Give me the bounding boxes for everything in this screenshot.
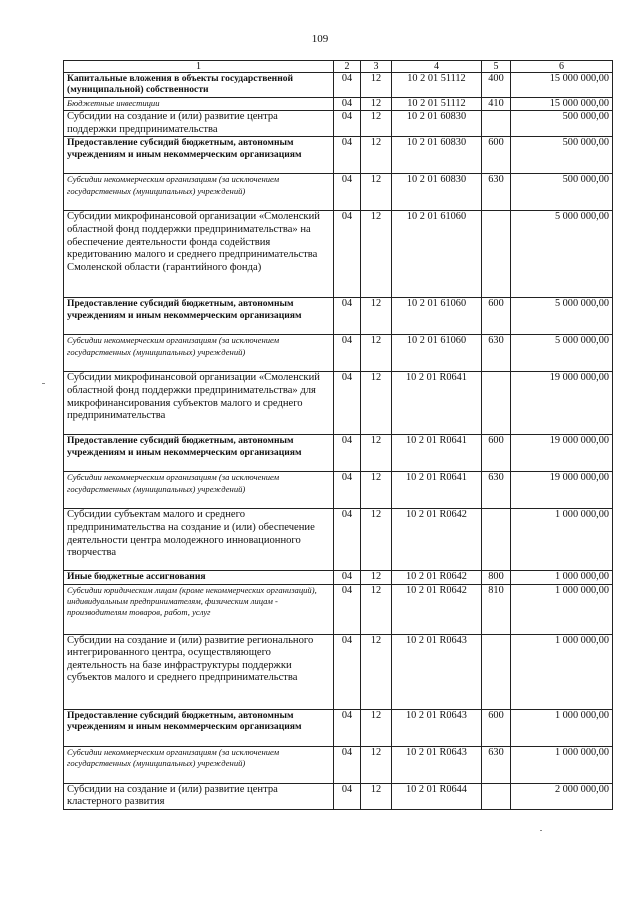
expense-type-cell: 630 [482,335,511,372]
target-article-cell: 10 2 01 61060 [392,298,482,335]
table-row [64,111,613,137]
table-row [64,372,613,435]
row-name-cell: Предоставление субсидий бюджетным, автономным учреждениям и иным некоммерческим организациям [64,435,334,472]
expense-type-cell: 630 [482,174,511,211]
target-article-cell: 10 2 01 R0643 [392,746,482,783]
section-code-cell: 04 [334,472,361,509]
target-article-cell: 10 2 01 R0643 [392,709,482,746]
amount-cell: 1 000 000,00 [511,509,613,571]
budget-table [63,60,613,810]
subsection-code-cell: 12 [361,571,392,584]
section-code-cell: 04 [334,335,361,372]
target-article-cell: 10 2 01 61060 [392,211,482,298]
expense-type-cell [482,509,511,571]
target-article-cell: 10 2 01 51112 [392,73,482,98]
row-name-cell: Иные бюджетные ассигнования [64,571,334,584]
subsection-code-cell: 12 [361,174,392,211]
expense-type-cell [482,211,511,298]
section-code-cell: 04 [334,298,361,335]
table-row [64,509,613,571]
expense-type-cell: 600 [482,435,511,472]
target-article-cell: 10 2 01 51112 [392,98,482,111]
subsection-code-cell: 12 [361,298,392,335]
section-code-cell: 04 [334,584,361,634]
section-code-cell: 04 [334,111,361,137]
expense-type-cell: 600 [482,709,511,746]
row-name-cell: Предоставление субсидий бюджетным, автономным учреждениям и иным некоммерческим организациям [64,137,334,174]
row-name-cell: Субсидии юридическим лицам (кроме некоммерческих организаций), индивидуальным предпринимателям, физическим лицам - производителям товаров, работ, услуг [64,584,334,634]
header-col-4: 4 [392,61,482,73]
amount-cell: 1 000 000,00 [511,634,613,709]
subsection-code-cell: 12 [361,372,392,435]
amount-cell: 19 000 000,00 [511,435,613,472]
expense-type-cell [482,111,511,137]
row-name-cell: Субсидии на создание и (или) развитие регионального интегрированного центра, осуществляющего деятельность на базе инфраструктуры поддержки субъектов малого и среднего предпринимательства [64,634,334,709]
header-col-3: 3 [361,61,392,73]
section-code-cell: 04 [334,372,361,435]
subsection-code-cell: 12 [361,746,392,783]
table-row [64,746,613,783]
target-article-cell: 10 2 01 61060 [392,335,482,372]
amount-cell: 500 000,00 [511,111,613,137]
row-name-cell: Предоставление субсидий бюджетным, автономным учреждениям и иным некоммерческим организациям [64,709,334,746]
subsection-code-cell: 12 [361,435,392,472]
expense-type-cell [482,372,511,435]
table-row [64,298,613,335]
amount-cell: 1 000 000,00 [511,584,613,634]
target-article-cell: 10 2 01 R0641 [392,435,482,472]
row-name-cell: Субсидии микрофинансовой организации «Смоленский областной фонд поддержки предпринимательства» для микрофинансирования субъектов малого и среднего предпринимательства [64,372,334,435]
target-article-cell: 10 2 01 R0643 [392,634,482,709]
row-name-cell: Субсидии некоммерческим организациям (за исключением государственных (муниципальных) учреждений) [64,335,334,372]
expense-type-cell: 630 [482,746,511,783]
section-code-cell: 04 [334,571,361,584]
amount-cell: 19 000 000,00 [511,472,613,509]
row-name-cell: Бюджетные инвестиции [64,98,334,111]
header-col-6: 6 [511,61,613,73]
table-row [64,571,613,584]
table-row [64,174,613,211]
subsection-code-cell: 12 [361,783,392,809]
amount-cell: 5 000 000,00 [511,211,613,298]
amount-cell: 1 000 000,00 [511,746,613,783]
target-article-cell: 10 2 01 R0642 [392,584,482,634]
amount-cell: 5 000 000,00 [511,298,613,335]
section-code-cell: 04 [334,73,361,98]
subsection-code-cell: 12 [361,634,392,709]
subsection-code-cell: 12 [361,211,392,298]
section-code-cell: 04 [334,137,361,174]
row-name-cell: Субсидии субъектам малого и среднего предпринимательства на создание и (или) обеспечение деятельности центра молодежного инновационного творчества [64,509,334,571]
target-article-cell: 10 2 01 60830 [392,137,482,174]
header-col-2: 2 [334,61,361,73]
target-article-cell: 10 2 01 R0641 [392,372,482,435]
table-row [64,709,613,746]
target-article-cell: 10 2 01 60830 [392,174,482,211]
header-row [64,61,613,73]
target-article-cell: 10 2 01 60830 [392,111,482,137]
expense-type-cell [482,783,511,809]
amount-cell: 5 000 000,00 [511,335,613,372]
subsection-code-cell: 12 [361,73,392,98]
table-row [64,584,613,634]
subsection-code-cell: 12 [361,98,392,111]
expense-type-cell [482,634,511,709]
row-name-cell: Субсидии на создание и (или) развитие центра поддержки предпринимательства [64,111,334,137]
row-name-cell: Субсидии микрофинансовой организации «Смоленский областной фонд поддержки предпринимательства» на обеспечение деятельности фонда содействия кредитованию малого и среднего предпринимательства Смоленской области (гарантийного фонда) [64,211,334,298]
target-article-cell: 10 2 01 R0642 [392,571,482,584]
row-name-cell: Субсидии некоммерческим организациям (за исключением государственных (муниципальных) учреждений) [64,746,334,783]
amount-cell: 15 000 000,00 [511,73,613,98]
subsection-code-cell: 12 [361,509,392,571]
section-code-cell: 04 [334,98,361,111]
section-code-cell: 04 [334,174,361,211]
table-row [64,783,613,809]
section-code-cell: 04 [334,211,361,298]
row-name-cell: Субсидии некоммерческим организациям (за исключением государственных (муниципальных) учреждений) [64,174,334,211]
row-name-cell: Субсидии на создание и (или) развитие центра кластерного развития [64,783,334,809]
amount-cell: 500 000,00 [511,174,613,211]
table-row [64,472,613,509]
expense-type-cell: 800 [482,571,511,584]
expense-type-cell: 400 [482,73,511,98]
page-number: 109 [311,33,329,45]
table-row [64,137,613,174]
amount-cell: 1 000 000,00 [511,571,613,584]
section-code-cell: 04 [334,634,361,709]
amount-cell: 19 000 000,00 [511,372,613,435]
header-col-5: 5 [482,61,511,73]
subsection-code-cell: 12 [361,137,392,174]
subsection-code-cell: 12 [361,335,392,372]
table-row [64,435,613,472]
expense-type-cell: 600 [482,137,511,174]
amount-cell: 2 000 000,00 [511,783,613,809]
subsection-code-cell: 12 [361,472,392,509]
subsection-code-cell: 12 [361,111,392,137]
header-col-1: 1 [64,61,334,73]
amount-cell: 1 000 000,00 [511,709,613,746]
section-code-cell: 04 [334,709,361,746]
section-code-cell: 04 [334,783,361,809]
expense-type-cell: 810 [482,584,511,634]
row-name-cell: Субсидии некоммерческим организациям (за исключением государственных (муниципальных) учреждений) [64,472,334,509]
scan-mark [42,383,45,384]
row-name-cell: Предоставление субсидий бюджетным, автономным учреждениям и иным некоммерческим организациям [64,298,334,335]
amount-cell: 15 000 000,00 [511,98,613,111]
table-row [64,98,613,111]
expense-type-cell: 630 [482,472,511,509]
table-row [64,335,613,372]
section-code-cell: 04 [334,509,361,571]
section-code-cell: 04 [334,746,361,783]
target-article-cell: 10 2 01 R0642 [392,509,482,571]
target-article-cell: 10 2 01 R0641 [392,472,482,509]
row-name-cell: Капитальные вложения в объекты государственной (муниципальной) собственности [64,73,334,98]
target-article-cell: 10 2 01 R0644 [392,783,482,809]
table-row [64,211,613,298]
subsection-code-cell: 12 [361,584,392,634]
amount-cell: 500 000,00 [511,137,613,174]
scan-mark [540,830,542,831]
expense-type-cell: 600 [482,298,511,335]
table-row [64,73,613,98]
table-row [64,634,613,709]
subsection-code-cell: 12 [361,709,392,746]
expense-type-cell: 410 [482,98,511,111]
section-code-cell: 04 [334,435,361,472]
